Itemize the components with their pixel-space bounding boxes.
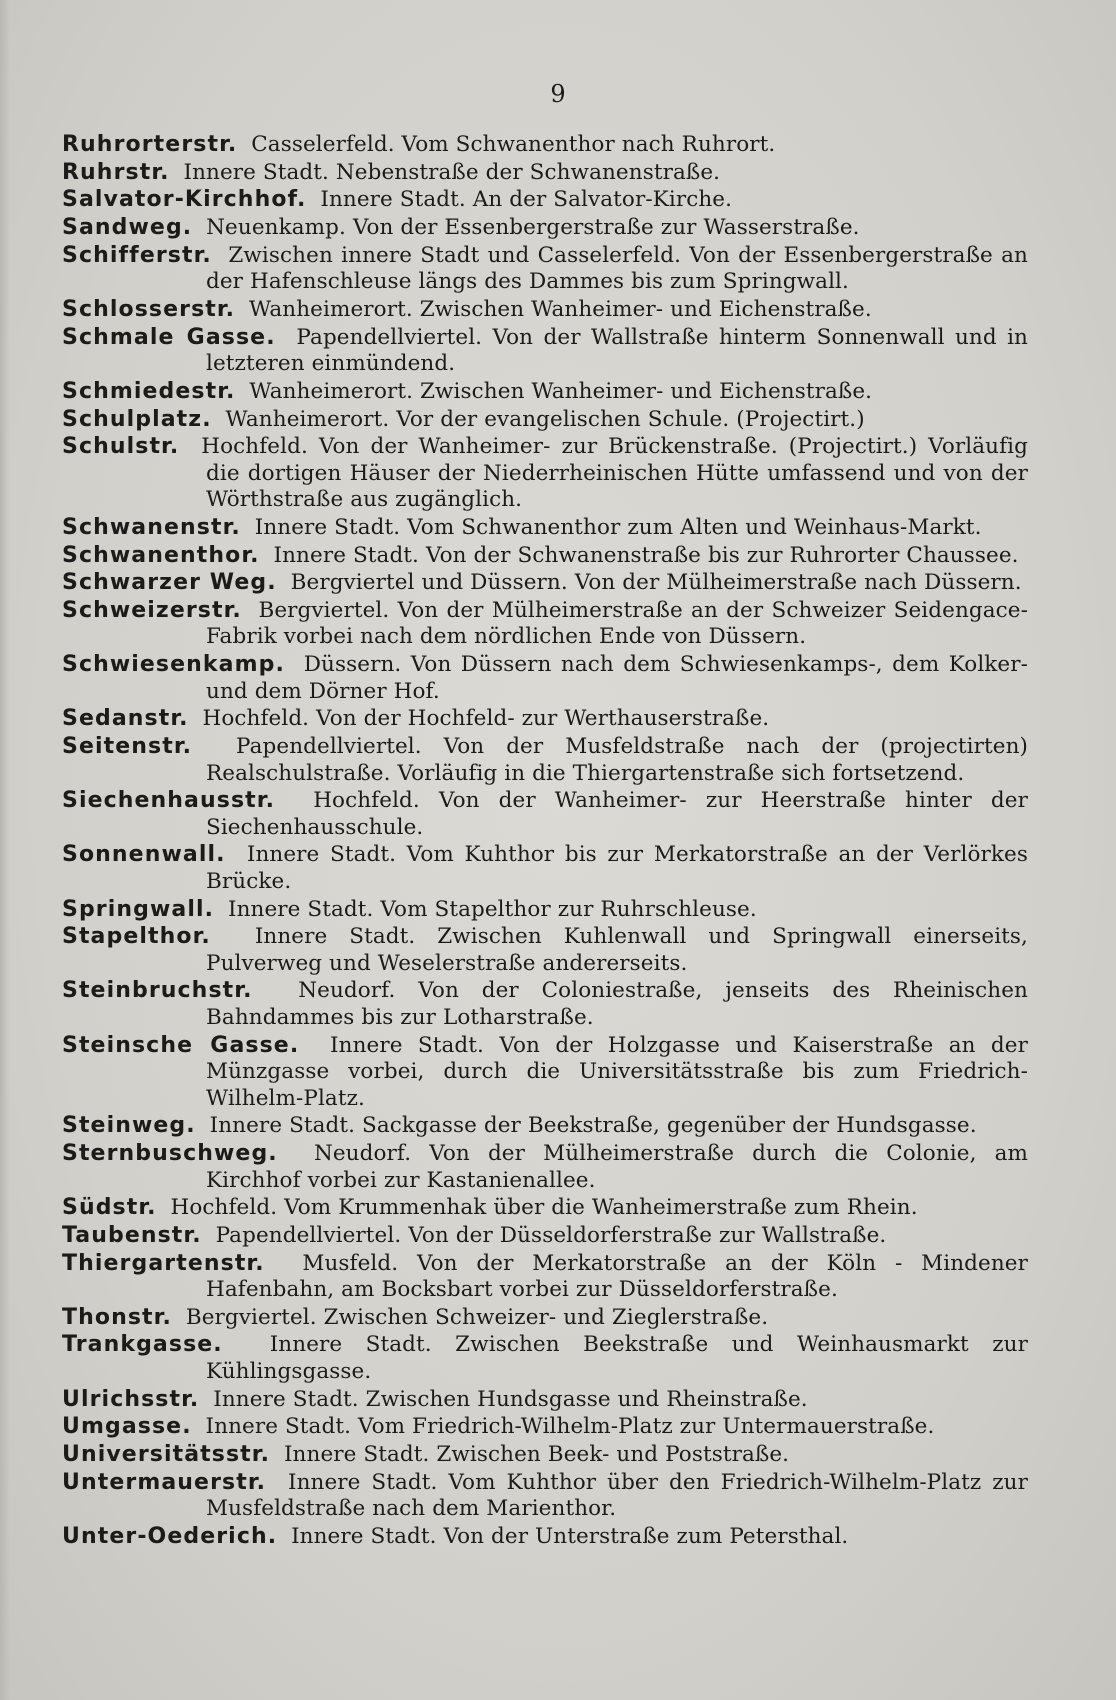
directory-entry	[62, 842, 1028, 895]
entry-separator	[212, 407, 226, 432]
entry-separator	[277, 1524, 291, 1549]
entry-separator	[172, 1305, 186, 1330]
entry-separator	[212, 243, 229, 268]
directory-entry	[62, 1305, 1028, 1332]
street-name: Unter-Oederich.	[62, 1523, 278, 1549]
street-description: Innere Stadt. Zwischen Beekstraße und Weinhausmarkt zur Kühlingsgasse.	[206, 1332, 1029, 1384]
street-description: Zwischen innere Stadt und Casselerfeld. Von der Essenbergerstraße an der Hafenschleuse längs des Dammes bis zum Springwall.	[206, 242, 1028, 295]
directory-entry	[62, 1442, 1028, 1469]
street-name: Siechenhausstr.	[62, 788, 276, 814]
entry-separator	[214, 897, 228, 922]
street-description: Casselerfeld. Vom Schwanenthor nach Ruhrort.	[251, 132, 776, 157]
street-description: Bergviertel. Von der Mülheimerstraße an der Schweizer Seidengace-Fabrik vorbei nach dem nördlichen Ende von Düssern.	[206, 597, 1028, 650]
directory-entry	[62, 598, 1028, 651]
directory-entry	[62, 734, 1028, 787]
entry-separator	[265, 1251, 303, 1276]
entry-separator	[235, 297, 249, 322]
street-description: Hochfeld. Von der Hochfeld- zur Werthauserstraße.	[202, 706, 770, 732]
street-description: Innere Stadt. Zwischen Beek- und Poststraße.	[283, 1442, 790, 1467]
street-name: Schwanenstr.	[62, 514, 241, 540]
street-description: Düssern. Von Düssern nach dem Schwiesenkamps-, dem Kolker- und dem Dörner Hof.	[206, 652, 1028, 704]
directory-entry	[62, 1387, 1028, 1414]
directory-entry	[62, 788, 1028, 841]
street-description: Hochfeld. Von der Wanheimer- zur Brückenstraße. (Projectirt.) Vorläufig die dortigen Häuser der Niederrheinischen Hütte umfassend und von der Wörthstraße aus zugänglich.	[201, 434, 1028, 513]
entry-separator	[211, 924, 255, 949]
directory-entry	[62, 1113, 1028, 1140]
street-name: Schmale Gasse.	[62, 324, 276, 350]
street-description: Innere Stadt. Sackgasse der Beekstraße, gegenüber der Hundsgasse.	[209, 1113, 977, 1139]
entry-separator	[278, 1141, 314, 1166]
street-name: Steinbruchstr.	[62, 978, 253, 1004]
entry-separator	[192, 1414, 206, 1439]
street-name: Ruhrorterstr.	[62, 132, 238, 157]
street-name: Sedanstr.	[62, 706, 189, 732]
directory-entry	[62, 297, 1028, 324]
entry-separator	[266, 1470, 288, 1495]
directory-entry	[62, 1141, 1028, 1194]
directory-entry	[62, 1332, 1028, 1385]
street-name: Umgasse.	[62, 1414, 192, 1440]
street-description: Innere Stadt. Vom Kuhthor bis zur Merkatorstraße an der Verlörkes Brücke.	[206, 842, 1028, 894]
street-description: Papendellviertel. Von der Düsseldorferstraße zur Wallstraße.	[215, 1222, 887, 1248]
street-name: Thonstr.	[62, 1304, 172, 1330]
directory-entry	[62, 897, 1028, 924]
street-name: Schwarzer Weg.	[62, 570, 277, 596]
directory-entry	[62, 1524, 1028, 1551]
directory-entry	[62, 1470, 1028, 1523]
street-name: Sonnenwall.	[62, 842, 226, 868]
street-description: Innere Stadt. Von der Unterstraße zum Petersthal.	[291, 1523, 849, 1549]
street-name: Schlosserstr.	[62, 296, 236, 322]
street-description: Innere Stadt. Nebenstraße der Schwanenstraße.	[183, 159, 721, 185]
directory-entry	[62, 570, 1028, 597]
directory-entry	[62, 243, 1028, 296]
directory-entry	[62, 706, 1028, 733]
street-name: Taubenstr.	[62, 1222, 202, 1248]
street-name: Trankgasse.	[62, 1332, 223, 1358]
street-name: Schwiesenkamp.	[62, 652, 285, 678]
street-description: Innere Stadt. Vom Schwanenthor zum Alten und Weinhaus-Markt.	[254, 514, 982, 540]
directory-entry	[62, 187, 1028, 214]
street-name: Sternbuschweg.	[62, 1141, 278, 1166]
street-description: Papendellviertel. Von der Wallstraße hinterm Sonnenwall und in letzteren einmündend.	[206, 324, 1028, 377]
street-description: Bergviertel. Zwischen Schweizer- und Zieglerstraße.	[185, 1304, 769, 1330]
street-description: Hochfeld. Vom Krummenhak über die Wanheimerstraße zum Rhein.	[170, 1195, 918, 1221]
entry-separator	[192, 734, 236, 759]
street-name: Seitenstr.	[62, 734, 193, 759]
street-description: Wanheimerort. Vor der evangelischen Schule. (Projectirt.)	[225, 406, 865, 432]
entry-separator	[242, 598, 259, 623]
street-description: Innere Stadt. Zwischen Hundsgasse und Rheinstraße.	[213, 1386, 808, 1412]
street-description: Bergviertel und Düssern. Von der Mülheimerstraße nach Düssern.	[290, 570, 1022, 596]
street-name: Untermauerstr.	[62, 1469, 267, 1495]
entry-separator	[306, 187, 320, 212]
street-description: Innere Stadt. Von der Schwanenstraße bis zur Ruhrorter Chaussee.	[273, 542, 1019, 568]
entry-separator	[276, 325, 297, 350]
entry-separator	[260, 543, 274, 568]
entry-separator	[202, 1223, 216, 1248]
street-description: Wanheimerort. Zwischen Wanheimer- und Eichenstraße.	[249, 296, 872, 322]
entry-separator	[192, 215, 206, 240]
street-directory-list	[62, 132, 1028, 1552]
street-name: Thiergartenstr.	[62, 1250, 265, 1276]
street-description: Neudorf. Von der Mülheimerstraße durch die Colonie, am Kirchhof vorbei zur Kastanienallee.	[206, 1141, 1028, 1193]
directory-entry	[62, 1033, 1028, 1113]
page-edge-shadow	[0, 0, 10, 1700]
street-name: Schifferstr.	[62, 242, 212, 268]
street-name: Steinsche Gasse.	[62, 1032, 300, 1058]
street-description: Hochfeld. Von der Wanheimer- zur Heerstraße hinter der Siechenhausschule.	[206, 788, 1028, 840]
directory-entry	[62, 1251, 1028, 1304]
directory-entry	[62, 978, 1028, 1031]
street-name: Springwall.	[62, 896, 215, 922]
street-description: Innere Stadt. Zwischen Kuhlenwall und Springwall einerseits, Pulverweg und Weselerstraße andererseits.	[206, 924, 1028, 976]
entry-separator	[226, 842, 247, 867]
page-number: 9	[550, 80, 566, 108]
directory-entry	[62, 1195, 1028, 1222]
directory-entry	[62, 160, 1028, 187]
directory-entry	[62, 1223, 1028, 1250]
directory-entry	[62, 924, 1028, 977]
street-description: Papendellviertel. Von der Musfeldstraße nach der (projectirten) Realschulstraße. Vorläufig in die Thiergartenstraße sich fortsetzend.	[206, 734, 1029, 786]
street-description: Innere Stadt. An der Salvator-Kirche.	[320, 187, 733, 213]
street-name: Sandweg.	[62, 215, 193, 241]
directory-entry	[62, 1414, 1028, 1441]
street-name: Steinweg.	[62, 1113, 196, 1139]
entry-separator	[241, 515, 255, 540]
directory-entry	[62, 325, 1028, 378]
street-name: Schweizerstr.	[62, 597, 242, 623]
entry-separator	[196, 1113, 210, 1138]
directory-entry	[62, 215, 1028, 242]
entry-separator	[237, 132, 251, 157]
street-name: Schulstr.	[62, 434, 180, 460]
directory-entry	[62, 132, 1028, 159]
street-description: Innere Stadt. Vom Stapelthor zur Ruhrschleuse.	[227, 896, 757, 922]
street-description: Neuenkamp. Von der Essenbergerstraße zur Wasserstraße.	[206, 215, 860, 241]
entry-separator	[179, 434, 201, 459]
entry-separator	[235, 379, 249, 404]
entry-separator	[299, 1033, 330, 1058]
entry-separator	[189, 706, 203, 731]
street-description: Innere Stadt. Vom Friedrich-Wilhelm-Platz zur Untermauerstraße.	[205, 1414, 935, 1440]
entry-separator	[157, 1195, 171, 1220]
directory-entry	[62, 652, 1028, 705]
directory-entry	[62, 379, 1028, 406]
street-name: Schulplatz.	[62, 406, 212, 432]
directory-entry	[62, 515, 1028, 542]
street-description: Wanheimerort. Zwischen Wanheimer- und Eichenstraße.	[249, 378, 873, 404]
street-description: Musfeld. Von der Merkatorstraße an der Köln - Mindener Hafenbahn, am Bocksbart vorbei zur Düsseldorferstraße.	[206, 1250, 1028, 1303]
street-description: Innere Stadt. Vom Kuhthor über den Friedrich-Wilhelm-Platz zur Musfeldstraße nach dem Marienthor.	[206, 1469, 1028, 1522]
street-name: Südstr.	[62, 1195, 157, 1221]
entry-separator	[285, 652, 304, 677]
entry-separator	[277, 570, 291, 595]
directory-entry	[62, 543, 1028, 570]
entry-separator	[253, 978, 299, 1003]
entry-separator	[275, 788, 313, 813]
directory-entry	[62, 407, 1028, 434]
entry-separator	[170, 160, 184, 185]
street-name: Universitätsstr.	[62, 1442, 271, 1467]
street-description: Innere Stadt. Von der Holzgasse und Kaiserstraße an der Münzgasse vorbei, durch die Universitätsstraße bis zum Friedrich-Wilhelm-Platz.	[206, 1032, 1028, 1111]
entry-separator	[223, 1332, 270, 1357]
street-name: Ruhrstr.	[62, 159, 170, 185]
street-name: Schwanenthor.	[62, 542, 260, 568]
street-name: Stapelthor.	[62, 924, 211, 950]
entry-separator	[270, 1442, 284, 1467]
entry-separator	[199, 1387, 213, 1412]
directory-entry	[62, 434, 1028, 514]
street-name: Ulrichsstr.	[62, 1386, 200, 1412]
street-name: Schmiedestr.	[62, 378, 236, 404]
street-description: Neudorf. Von der Coloniestraße, jenseits des Rheinischen Bahndammes bis zur Lotharstraße.	[206, 978, 1029, 1030]
street-name: Salvator-Kirchhof.	[62, 187, 307, 213]
